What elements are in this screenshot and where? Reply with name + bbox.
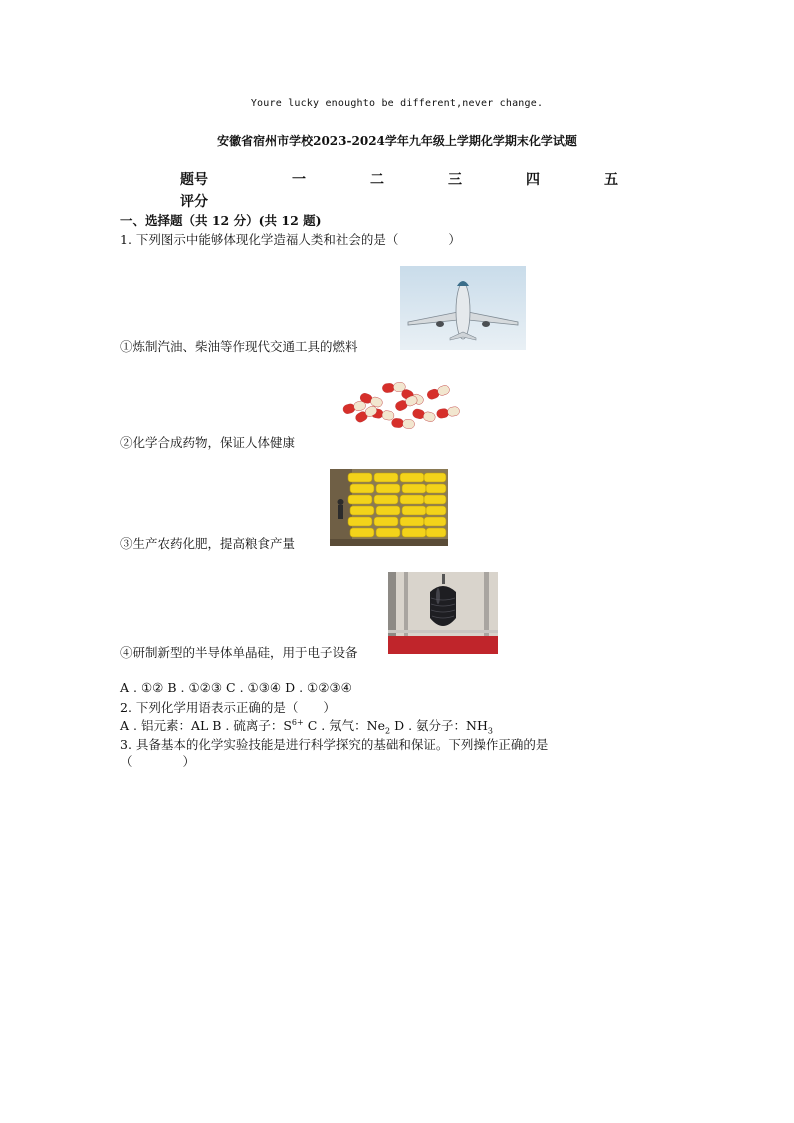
score-row-label: 题号 bbox=[180, 172, 208, 188]
question-1-item-1: ①炼制汽油、柴油等作现代交通工具的燃料 bbox=[120, 339, 358, 354]
question-1-item-2: ②化学合成药物，保证人体健康 bbox=[120, 435, 296, 450]
score-row-number bbox=[180, 168, 650, 190]
score-row-grade bbox=[180, 190, 650, 212]
exam-title: 安徽省宿州市学校2023-2024学年九年级上学期化学期末化学试题 bbox=[217, 134, 577, 148]
question-2-options bbox=[120, 716, 493, 736]
motto-text: Youre lucky enoughto be different,never change. bbox=[250, 98, 544, 109]
score-col-1: 一 bbox=[292, 172, 306, 188]
question-1-item-3: ③生产农药化肥，提高粮食产量 bbox=[120, 536, 296, 551]
pills-image bbox=[332, 378, 472, 434]
sulfur-ion-charge: 6+ bbox=[291, 717, 304, 727]
question-3-blank: （ ） bbox=[120, 754, 196, 769]
fertilizer-sacks-image bbox=[330, 469, 448, 546]
grade-row-label: 评分 bbox=[180, 194, 208, 210]
airplane-image bbox=[400, 266, 526, 350]
section-heading: 一、选择题（共 12 分）(共 12 题) bbox=[120, 213, 322, 228]
score-col-2: 二 bbox=[370, 172, 384, 188]
question-3-stem: 3. 具备基本的化学实验技能是进行科学探究的基础和保证。下列操作正确的是 bbox=[120, 737, 549, 752]
score-table bbox=[180, 168, 650, 212]
score-col-4: 四 bbox=[526, 172, 540, 188]
q2-option-a-b: A . 铝元素：AL B . 硫离子：S bbox=[120, 718, 292, 733]
ammonia-subscript: 3 bbox=[487, 726, 493, 736]
score-col-5: 五 bbox=[604, 172, 618, 188]
score-col-3: 三 bbox=[448, 172, 462, 188]
question-2-stem: 2. 下列化学用语表示正确的是（ ） bbox=[120, 700, 336, 715]
q2-option-c: C . 氖气：Ne bbox=[303, 718, 386, 733]
q2-option-d: D . 氨分子：NH bbox=[390, 718, 488, 733]
neon-subscript: 2 bbox=[385, 726, 391, 736]
question-1-options: A . ①② B . ①②③ C . ①③④ D . ①②③④ bbox=[120, 680, 352, 695]
question-1-stem: 1. 下列图示中能够体现化学造福人类和社会的是（ ） bbox=[120, 232, 461, 247]
question-1-item-4: ④研制新型的半导体单晶硅，用于电子设备 bbox=[120, 645, 358, 660]
silicon-crystal-image bbox=[388, 572, 498, 654]
